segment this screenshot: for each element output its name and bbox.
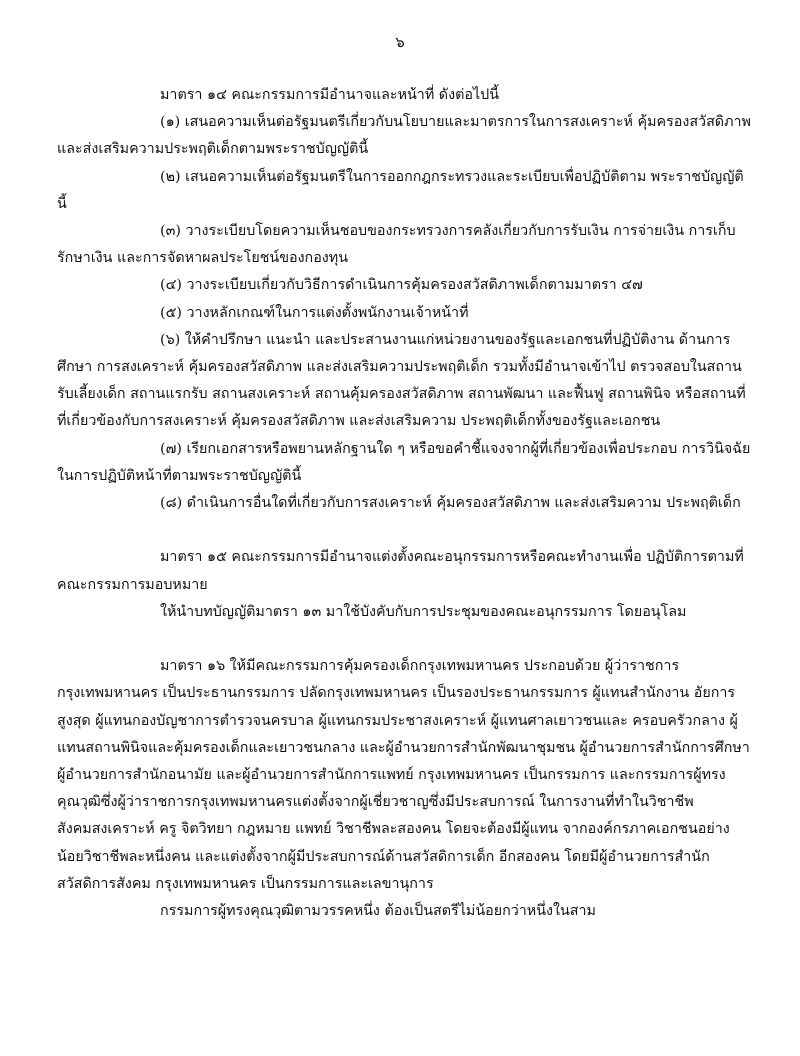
document-body [57, 82, 753, 925]
section-14-item-1: (๑) เสนอความเห็นต่อรัฐมนตรีเกี่ยวกับนโยบายและมาตรการในการสงเคราะห์ คุ้มครองสวัสดิภาพ และส่งเสริมความประพฤติเด็กตามพระราชบัญญัตินี้ [57, 114, 751, 158]
page-number: ๖ [395, 33, 405, 51]
section-14-item-2: (๒) เสนอความเห็นต่อรัฐมนตรีในการออกกฎกระทรวงและระเบียบเพื่อปฏิบัติตาม พระราชบัญญัตินี้ [57, 168, 744, 212]
section-16-heading: มาตรา ๑๖ ให้มีคณะกรรมการคุ้มครองเด็กกรุงเทพมหานคร ประกอบด้วย ผู้ว่าราชการ กรุงเทพมหานคร เป็นประธานกรรมการ ปลัดกรุงเทพมหานคร เป็นรองประธานกรรมการ ผู้แทนสำนักงาน อัยการสูงสุด ผู้แทนกองบัญชาการตำรวจนครบาล ผู้แทนกรมประชาสงเคราะห์ ผู้แทนศาลเยาวชนและ ครอบครัวกลาง ผู้แทนสถานพินิจและคุ้มครองเด็กและเยาวชนกลาง และผู้อำนวยการสำนักพัฒนาชุมชน ผู้อำนวยการสำนักการศึกษา ผู้อำนวยการสำนักอนามัย และผู้อำนวยการสำนักการแพทย์ กรุงเทพมหานคร เป็นกรรมการ และกรรมการผู้ทรงคุณวุฒิซึ่งผู้ว่าราชการกรุงเทพมหานครแต่งตั้งจากผู้เชี่ยวชาญซึ่งมีประสบการณ์ ในการงานที่ทำในวิชาชีพสังคมสงเคราะห์ ครู จิตวิทยา กฎหมาย แพทย์ วิชาชีพละสองคน โดยจะต้องมีผู้แทน จากองค์กรภาคเอกชนอย่างน้อยวิชาชีพละหนึ่งคน และแต่งตั้งจากผู้มีประสบการณ์ด้านสวัสดิการเด็ก อีกสองคน โดยมีผู้อำนวยการสำนักสวัสดิการสังคม กรุงเทพมหานคร เป็นกรรมการและเลขานุการ [57, 658, 750, 892]
section-14-heading: มาตรา ๑๔ คณะกรรมการมีอำนาจและหน้าที่ ดังต่อไปนี้ [160, 87, 499, 103]
section-14-item-4: (๔) วางระเบียบเกี่ยวกับวิธีการดำเนินการคุ้มครองสวัสดิภาพเด็กตามมาตรา ๔๗ [160, 277, 643, 294]
section-14-item-8: (๘) ดำเนินการอื่นใดที่เกี่ยวกับการสงเคราะห์ คุ้มครองสวัสดิภาพ และส่งเสริมความ ประพฤติเด็ก [160, 495, 741, 512]
section-14-item-3: (๓) วางระเบียบโดยความเห็นชอบของกระทรวงการคลังเกี่ยวกับการรับเงิน การจ่ายเงิน การเก็บรักษาเงิน และการจัดหาผลประโยชน์ของกองทุน [57, 223, 736, 267]
section-15-heading: มาตรา ๑๕ คณะกรรมการมีอำนาจแต่งตั้งคณะอนุกรรมการหรือคณะทำงานเพื่อ ปฏิบัติการตามที่คณะกรรมการมอบหมาย [57, 549, 744, 593]
section-15-paragraph-2: ให้นำบทบัญญัติมาตรา ๑๓ มาใช้บังคับกับการประชุมของคณะอนุกรรมการ โดยอนุโลม [160, 603, 687, 620]
section-16-paragraph-2: กรรมการผู้ทรงคุณวุฒิตามวรรคหนึ่ง ต้องเป็นสตรีไม่น้อยกว่าหนึ่งในสาม [160, 903, 596, 920]
section-14-item-6: (๖) ให้คำปรึกษา แนะนำ และประสานงานแก่หน่วยงานของรัฐและเอกชนที่ปฏิบัติงาน ด้านการศึกษา การสงเคราะห์ คุ้มครองสวัสดิภาพ และส่งเสริมความประพฤติเด็ก รวมทั้งมีอำนาจเข้าไป ตรวจสอบในสถานรับเลี้ยงเด็ก สถานแรกรับ สถานสงเคราะห์ สถานคุ้มครองสวัสดิภาพ สถานพัฒนา และฟื้นฟู สถานพินิจ หรือสถานที่ที่เกี่ยวข้องกับการสงเคราะห์ คุ้มครองสวัสดิภาพ และส่งเสริมความ ประพฤติเด็กทั้งของรัฐและเอกชน [57, 331, 746, 430]
section-14-item-5: (๕) วางหลักเกณฑ์ในการแต่งตั้งพนักงานเจ้าหน้าที่ [160, 304, 469, 321]
section-14-item-7: (๗) เรียกเอกสารหรือพยานหลักฐานใด ๆ หรือขอคำชี้แจงจากผู้ที่เกี่ยวข้องเพื่อประกอบ การวินิจฉัยในการปฏิบัติหน้าที่ตามพระราชบัญญัตินี้ [57, 440, 751, 484]
